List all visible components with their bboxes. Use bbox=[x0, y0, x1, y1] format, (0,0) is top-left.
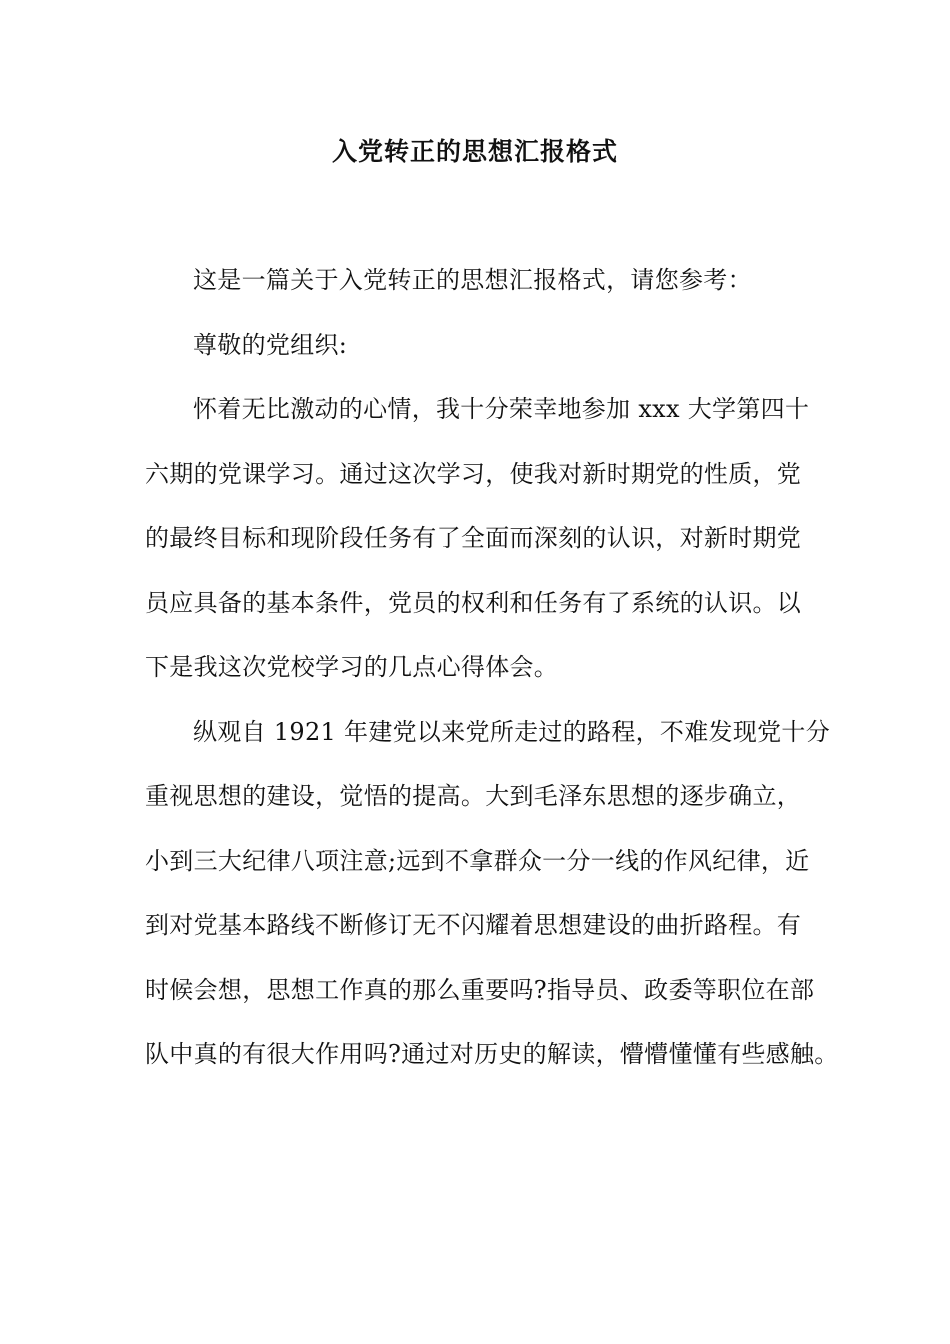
paragraph-line: 员应具备的基本条件，党员的权利和任务有了系统的认识。以 bbox=[145, 588, 802, 617]
paragraph-line: 重视思想的建设，觉悟的提高。大到毛泽东思想的逐步确立， bbox=[145, 782, 802, 810]
paragraph-line: 时候会想，思想工作真的那么重要吗?指导员、政委等职位在部 bbox=[145, 975, 815, 1004]
paragraph-line: 到对党基本路线不断修订无不闪耀着思想建设的曲折路程。有 bbox=[145, 911, 802, 939]
salutation-line: 尊敬的党组织: bbox=[193, 330, 348, 359]
paragraph-line: 怀着无比激动的心情，我十分荣幸地参加 xxx 大学第四十 bbox=[193, 395, 810, 423]
paragraph-line: 六期的党课学习。通过这次学习，使我对新时期党的性质，党 bbox=[145, 459, 802, 488]
document-body bbox=[145, 248, 839, 1087]
intro-line: 这是一篇关于入党转正的思想汇报格式，请您参考： bbox=[193, 266, 752, 294]
paragraph-line: 队中真的有很大作用吗?通过对历史的解读，懵懵懂懂有些感触。 bbox=[145, 1040, 839, 1068]
paragraph-line: 下是我这次党校学习的几点心得体会。 bbox=[145, 653, 559, 681]
paragraph-line: 纵观自 1921 年建党以来党所走过的路程，不难发现党十分 bbox=[193, 717, 831, 746]
paragraph-line: 的最终目标和现阶段任务有了全面而深刻的认识，对新时期党 bbox=[145, 524, 802, 552]
document-title: 入党转正的思想汇报格式 bbox=[331, 137, 618, 166]
paragraph-line: 小到三大纪律八项注意;远到不拿群众一分一线的作风纪律，近 bbox=[145, 846, 810, 875]
